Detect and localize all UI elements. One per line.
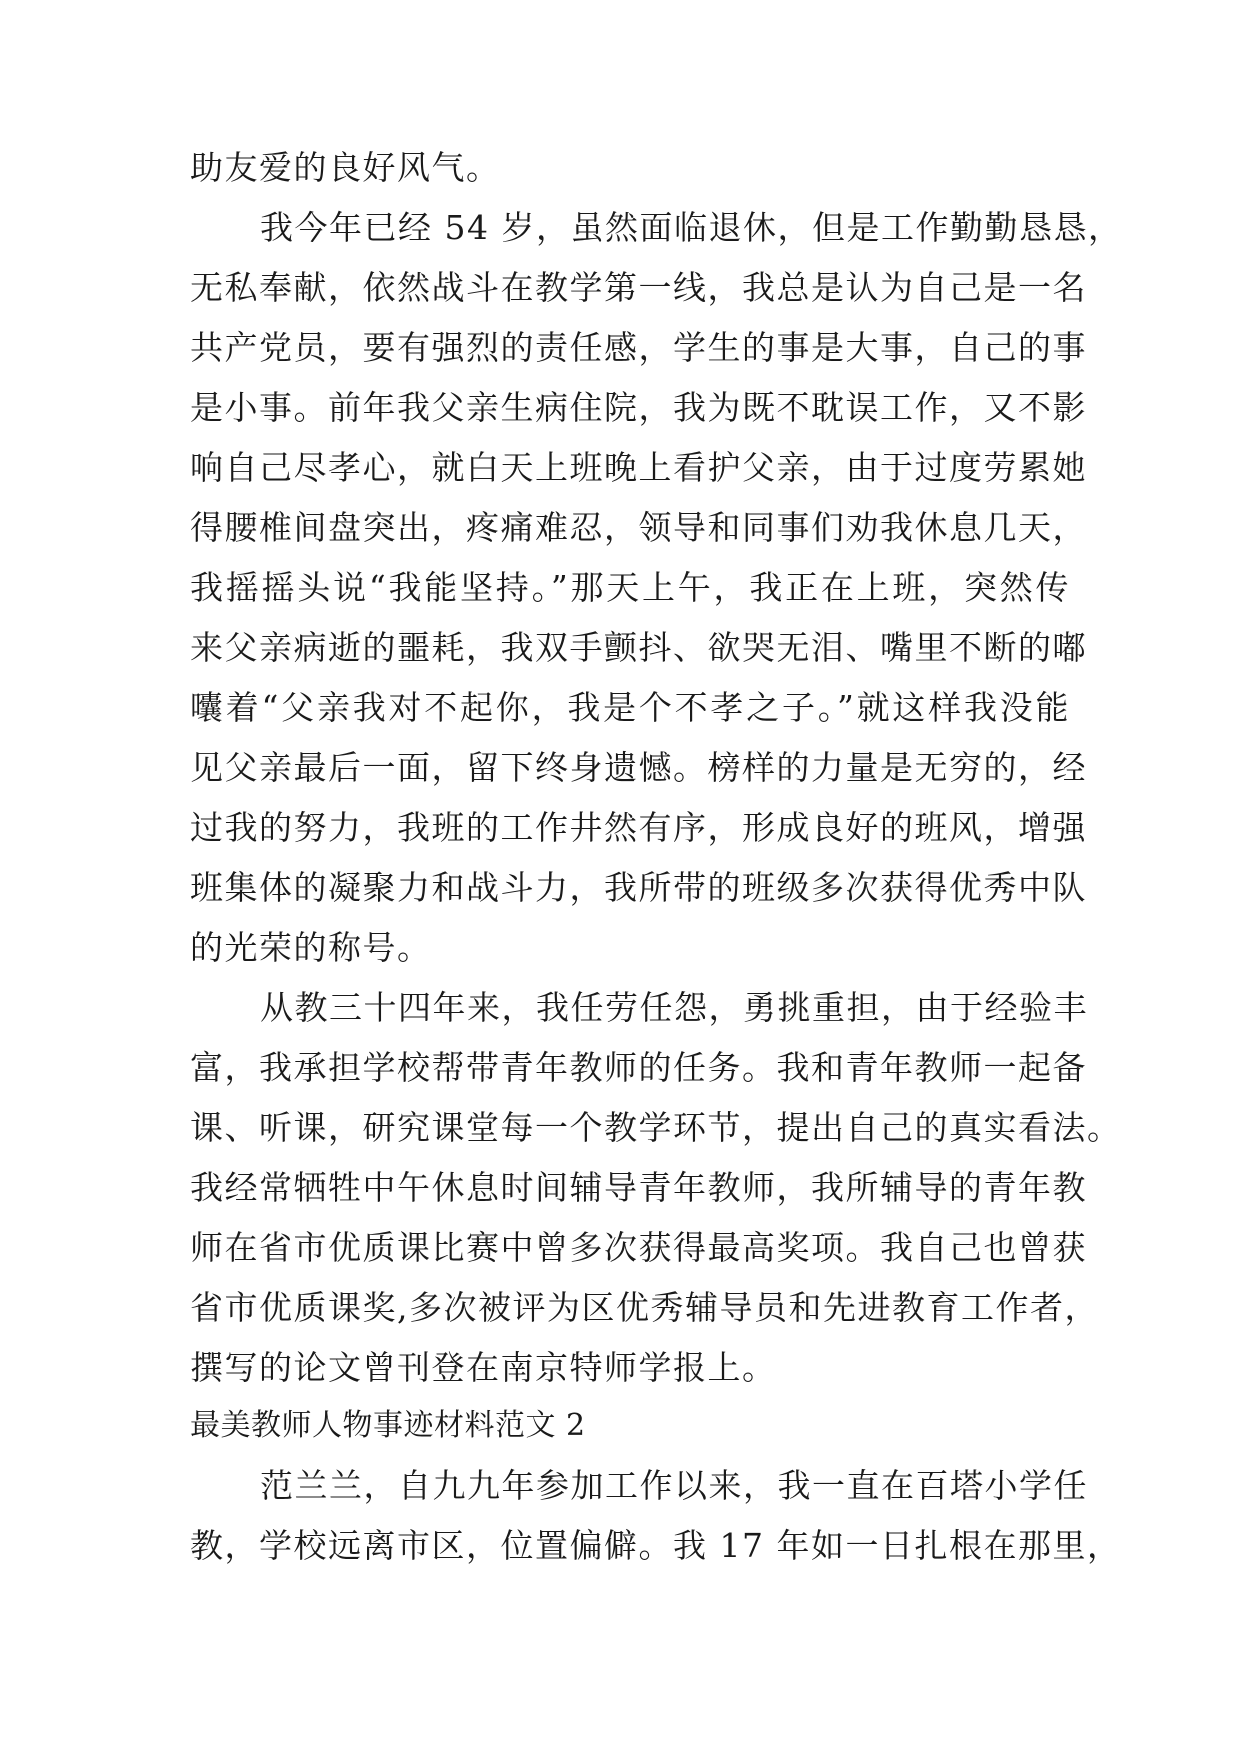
section-heading: 最美教师人物事迹材料范文 2 <box>190 1408 586 1443</box>
paragraph-line: 从教三十四年来，我任劳任怨，勇挑重担，由于经验丰 <box>260 988 1088 1027</box>
paragraph-line: 我经常牺牲中午休息时间辅导青年教师，我所辅导的青年教 <box>190 1168 1087 1207</box>
paragraph-line: 助友爱的良好风气。 <box>190 148 501 187</box>
paragraph-line: 师在省市优质课比赛中曾多次获得最高奖项。我自己也曾获 <box>190 1228 1087 1267</box>
paragraph-line: 的光荣的称号。 <box>190 928 432 967</box>
paragraph-line: 共产党员，要有强烈的责任感，学生的事是大事，自己的事 <box>190 328 1087 367</box>
paragraph-line: 是小事。前年我父亲生病住院，我为既不耽误工作，又不影 <box>190 388 1087 427</box>
paragraph-line: 囔着“父亲我对不起你，我是个不孝之子。”就这样我没能 <box>190 688 1070 727</box>
paragraph-line: 班集体的凝聚力和战斗力，我所带的班级多次获得优秀中队 <box>190 868 1087 907</box>
paragraph-line: 教，学校远离市区，位置偏僻。我 17 年如一日扎根在那里， <box>190 1526 1122 1565</box>
paragraph-line: 富，我承担学校帮带青年教师的任务。我和青年教师一起备 <box>190 1048 1087 1087</box>
paragraph-line: 我今年已经 54 岁，虽然面临退休，但是工作勤勤恳恳， <box>260 208 1123 247</box>
paragraph-line: 无私奉献，依然战斗在教学第一线，我总是认为自己是一名 <box>190 268 1087 307</box>
paragraph-line: 范兰兰，自九九年参加工作以来，我一直在百塔小学任 <box>260 1466 1088 1505</box>
paragraph-line: 见父亲最后一面，留下终身遗憾。榜样的力量是无穷的，经 <box>190 748 1087 787</box>
paragraph-line: 得腰椎间盘突出，疼痛难忍，领导和同事们劝我休息几天， <box>190 508 1087 547</box>
paragraph-line: 课、听课，研究课堂每一个教学环节，提出自己的真实看法。 <box>190 1108 1122 1147</box>
paragraph-line: 撰写的论文曾刊登在南京特师学报上。 <box>190 1348 777 1387</box>
paragraph-line: 我摇摇头说“我能坚持。”那天上午，我正在上班，突然传 <box>190 568 1070 607</box>
paragraph-line: 响自己尽孝心，就白天上班晚上看护父亲，由于过度劳累她 <box>190 448 1087 487</box>
paragraph-line: 来父亲病逝的噩耗，我双手颤抖、欲哭无泪、嘴里不断的嘟 <box>190 628 1087 667</box>
paragraph-line: 过我的努力，我班的工作井然有序，形成良好的班风，增强 <box>190 808 1087 847</box>
paragraph-line: 省市优质课奖,多次被评为区优秀辅导员和先进教育工作者， <box>190 1288 1099 1327</box>
